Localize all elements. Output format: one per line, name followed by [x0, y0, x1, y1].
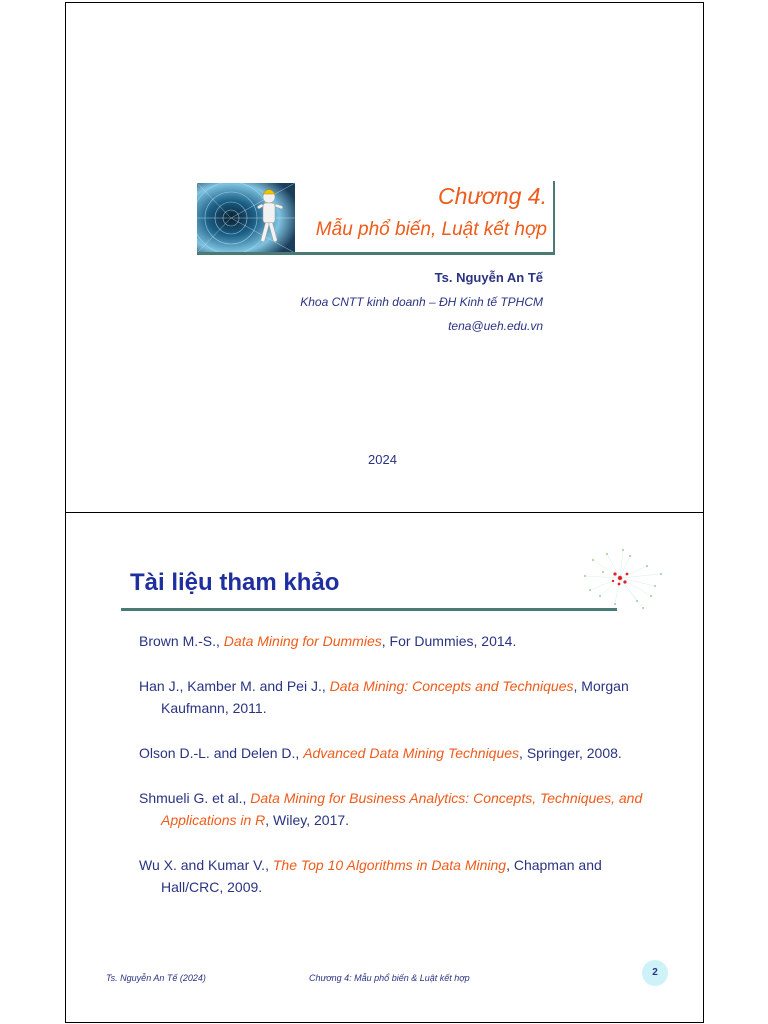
tunnel-figure-illustration — [197, 183, 295, 253]
title-box — [295, 181, 555, 253]
chapter-number: Chương 4. — [437, 183, 547, 209]
author-department: Khoa CNTT kinh doanh – ĐH Kinh tế TPHCM — [300, 295, 543, 309]
footer-author: Ts. Nguyễn An Tế (2024) — [106, 973, 206, 983]
author-name: Ts. Nguyễn An Tế — [434, 270, 543, 285]
reference-authors: Brown M.-S., — [139, 633, 224, 649]
reference-item — [139, 675, 659, 719]
reference-title: Advanced Data Mining Techniques — [303, 745, 520, 761]
reference-title: Data Mining for Business Analytics: Concepts, Techniques, and Applications in R — [161, 790, 643, 828]
reference-publisher: , For Dummies, 2014. — [381, 633, 517, 649]
reference-authors: Shmueli G. et al., — [139, 790, 251, 806]
reference-title: The Top 10 Algorithms in Data Mining — [272, 857, 507, 873]
reference-item — [139, 787, 659, 831]
heading-underline — [121, 608, 617, 611]
reference-list — [139, 630, 659, 898]
reference-publisher: , Chapman and Hall/CRC, 2009. — [161, 857, 602, 895]
reference-item — [139, 854, 659, 898]
references-heading: Tài liệu tham khảo — [130, 569, 340, 596]
reference-publisher: , Morgan Kaufmann, 2011. — [161, 678, 629, 716]
chapter-title: Mẫu phổ biến, Luật kết hợp — [315, 219, 547, 240]
reference-item — [139, 742, 659, 764]
title-slide — [65, 2, 704, 513]
reference-publisher: , Springer, 2008. — [519, 745, 622, 761]
references-slide — [65, 512, 704, 1023]
reference-title: Data Mining: Concepts and Techniques — [329, 678, 574, 694]
reference-publisher: , Wiley, 2017. — [265, 812, 350, 828]
slide-year: 2024 — [368, 452, 397, 467]
reference-authors: Olson D.-L. and Delen D., — [139, 745, 304, 761]
footer-chapter: Chương 4: Mẫu phổ biến & Luật kết hợp — [309, 973, 470, 983]
reference-authors: Wu X. and Kumar V., — [139, 857, 273, 873]
reference-item — [139, 630, 659, 652]
network-graph-illustration — [575, 546, 670, 614]
reference-title: Data Mining for Dummies — [223, 633, 382, 649]
reference-authors: Han J., Kamber M. and Pei J., — [139, 678, 330, 694]
page-number-badge: 2 — [642, 960, 668, 986]
author-email: tena@ueh.edu.vn — [448, 319, 543, 333]
